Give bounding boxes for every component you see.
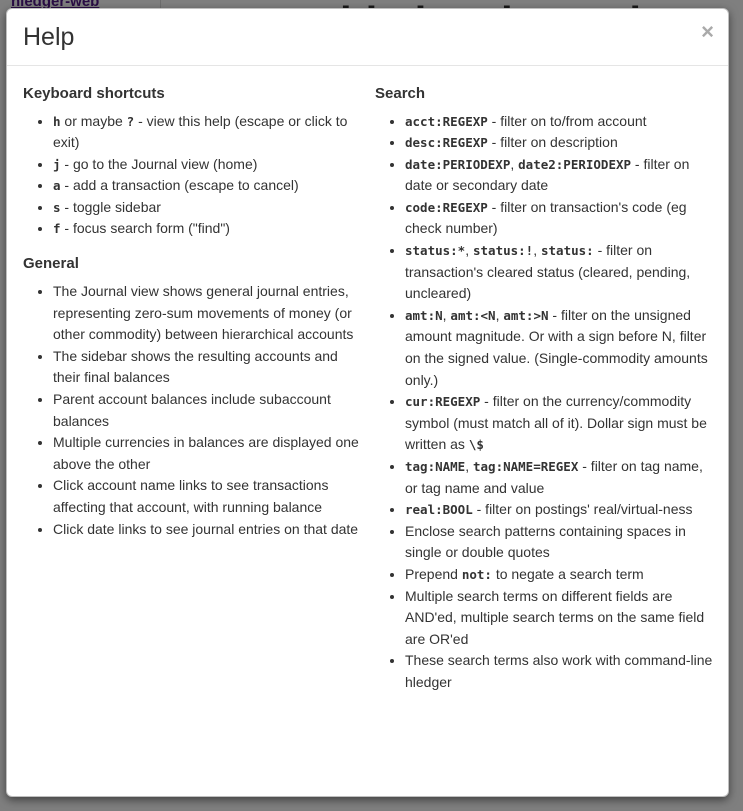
list-item [53,154,361,176]
text-segment: Multiple currencies in balances are displayed one above the other [53,434,359,472]
code-term: tag:NAME [405,459,466,474]
right-column [375,70,713,704]
text-segment: , [510,155,519,172]
code-term: ? [126,113,135,129]
code-term: cur:REGEXP [405,394,481,410]
code-term: status:! [473,243,534,259]
text-segment: - filter on transaction's cleared status (cleared, pending, uncleared) [405,242,691,302]
text-segment: , [465,458,473,474]
text-segment: - filter on postings' real/virtual-ness [472,501,693,518]
list-item [53,346,361,389]
text-segment: , [465,242,473,259]
text-segment: , [442,306,451,323]
list-item [53,197,361,219]
code-term: h [53,113,61,129]
text-segment: - filter on description [487,134,618,151]
code-term: tag:NAME=REGEX [473,459,579,474]
code-term: amt:>N [503,307,549,323]
list-item [405,132,713,154]
text-segment: - filter on transaction's code (eg check number) [405,198,687,237]
text-segment: - filter on the unsigned amount magnitude. Or with a sign before N, filter on the signed value. (Single-commodity amounts only.) [405,306,708,388]
list-item [405,650,713,693]
help-modal [6,8,729,797]
text-segment: - toggle sidebar [60,198,161,215]
code-term: real:BOOL [405,502,473,518]
text-segment: - add a transaction (escape to cancel) [60,177,299,194]
text-segment: - filter on the currency/commodity symbol (must match all of it). Dollar sign must be written as [405,393,707,453]
general-list [23,281,361,540]
text-segment: - go to the Journal view (home) [60,155,258,172]
code-term: s [53,199,61,215]
list-item [405,305,713,391]
code-term: j [53,156,61,172]
text-segment: - view this help (escape or click to exit) [53,112,348,151]
keyboard-shortcuts-list [23,111,361,241]
modal-body [7,66,728,719]
text-segment: - filter on date or secondary date [405,155,690,194]
code-term: acct:REGEXP [405,113,488,129]
code-term: date:PERIODEXP [405,156,511,172]
text-segment: - focus search form ("find") [60,220,230,237]
text-segment: Prepend [405,565,462,582]
modal-title: Help [23,23,75,51]
text-segment: , [495,306,504,323]
list-item [53,519,361,541]
code-term: amt:<N [450,307,496,323]
list-item [53,218,361,240]
code-term: status:* [405,243,466,259]
text-segment: - filter on to/from account [487,112,647,129]
search-heading: Search [375,84,426,102]
list-item [53,281,361,346]
list-item [405,456,713,499]
close-icon[interactable]: × [701,19,714,44]
text-segment: Click account name links to see transactions affecting that account, with running balance [53,477,329,515]
list-item [53,475,361,518]
list-item [53,111,361,154]
text-segment: The sidebar shows the resulting accounts and their final balances [53,347,338,386]
list-item [405,499,713,521]
list-item [405,197,713,240]
list-item [53,432,361,475]
code-term: not: [461,566,492,582]
list-item [405,111,713,133]
list-item [405,521,713,564]
code-term: \$ [468,437,484,453]
general-heading: General [23,255,79,273]
code-term: a [53,178,61,194]
text-segment: Multiple search terms on different fields are AND'ed, multiple search terms on the same field are OR'ed [405,587,705,647]
code-term: desc:REGEXP [405,135,488,151]
text-segment: Click date links to see journal entries on that date [53,520,359,537]
text-segment: to negate a search term [491,565,644,582]
text-segment: These search terms also work with command-line hledger [405,652,713,690]
code-term: f [53,221,61,237]
list-item [405,154,713,197]
search-list [375,111,713,694]
list-item [405,391,713,456]
list-item [53,389,361,432]
text-segment: , [533,242,541,259]
code-term: amt:N [405,307,443,323]
keyboard-shortcuts-heading: Keyboard shortcuts [23,84,165,102]
list-item [405,240,713,305]
list-item [405,586,713,651]
left-column [23,70,361,704]
text-segment: Enclose search patterns containing spaces in single or double quotes [405,522,686,561]
code-term: date2:PERIODEXP [518,156,632,172]
text-segment: or maybe [60,112,127,129]
list-item [405,564,713,586]
text-segment: The Journal view shows general journal entries, representing zero-sum movements of money (or other commodity) between hierarchical accounts [53,283,354,343]
code-term: status: [541,243,594,259]
list-item [53,175,361,197]
text-segment: Parent account balances include subaccount balances [53,391,331,429]
code-term: code:REGEXP [405,199,488,215]
text-segment: - filter on tag name, or tag name and value [405,458,703,496]
modal-header [7,9,728,66]
